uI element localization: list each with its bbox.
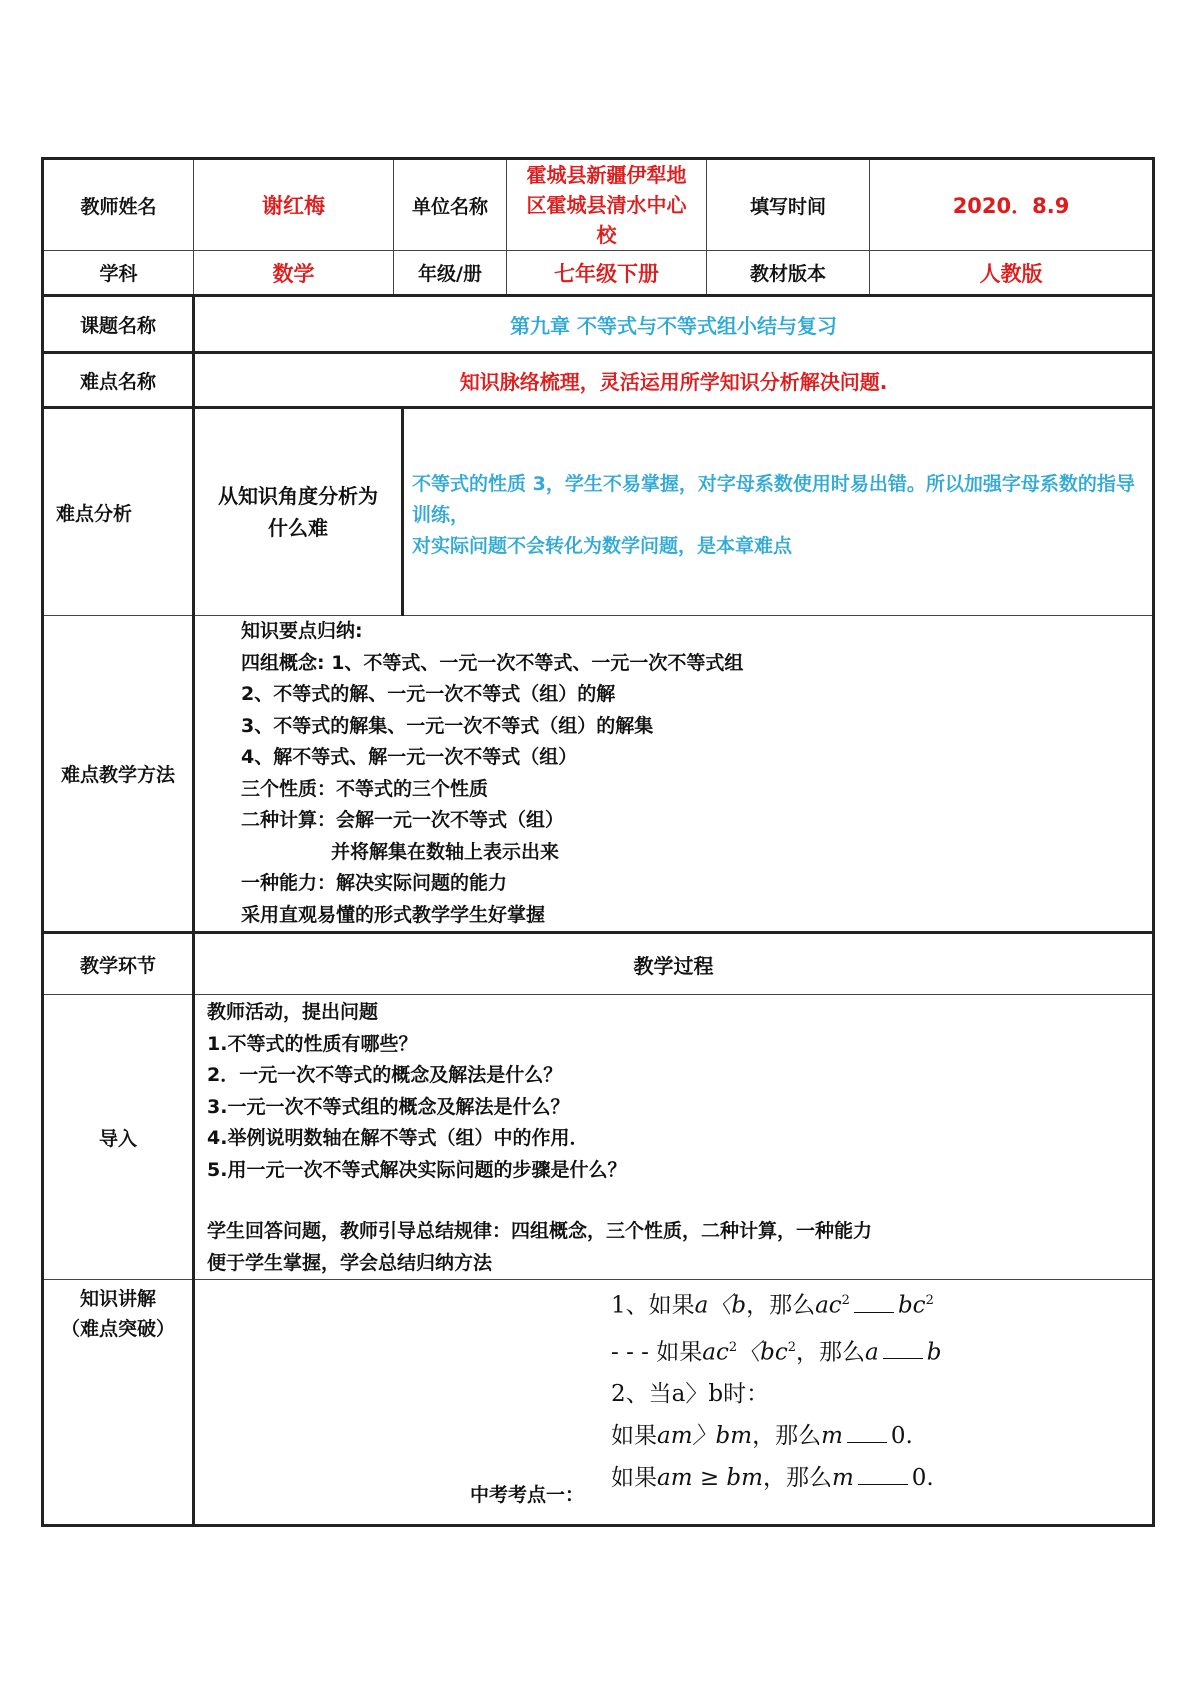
- method-line: 二种计算：会解一元一次不等式（组）: [241, 809, 565, 831]
- intro-content: [194, 995, 1154, 1280]
- intro-row: [43, 995, 1154, 1280]
- process-header-label: 教学环节: [43, 933, 194, 995]
- topic-value: 第九章 不等式与不等式组小结与复习: [194, 296, 1154, 353]
- math-line-1: 1、如果a〈b，那么$ac^2$ $bc^2$: [611, 1292, 934, 1319]
- math-line-2: - - - 如果$ac^2$〈$bc^2$，那么a b: [611, 1339, 942, 1366]
- knowledge-label: [43, 1280, 194, 1526]
- intro-line: 5.用一元一次不等式解决实际问题的步骤是什么？: [207, 1158, 627, 1181]
- intro-line: 学生回答问题，教师引导总结规律：四组概念，三个性质，二种计算，一种能力: [207, 1220, 873, 1242]
- knowledge-label-line-1: 知识讲解: [79, 1288, 156, 1310]
- subject-label: 学科: [43, 251, 194, 296]
- method-line: 四组概念: 1、不等式、一元一次不等式、一元一次不等式组: [241, 651, 744, 674]
- topic-label: 课题名称: [43, 296, 194, 353]
- edition-value: 人教版: [870, 251, 1154, 296]
- analysis-row: [43, 408, 1154, 616]
- intro-line: 便于学生掌握，学会总结归纳方法: [207, 1251, 493, 1274]
- math-block: [611, 1280, 941, 1499]
- intro-line: 3.一元一次不等式组的概念及解法是什么？: [207, 1095, 570, 1118]
- math-line-4: 如果am〉bm，那么m 0.: [611, 1423, 913, 1450]
- info-row-2: [43, 251, 1154, 296]
- analysis-label: 难点分析: [43, 408, 194, 616]
- intro-line: 2．一元一次不等式的概念及解法是什么？: [207, 1064, 563, 1086]
- method-line: 一种能力：解决实际问题的能力: [241, 872, 508, 894]
- intro-line: 4.举例说明数轴在解不等式（组）中的作用．: [207, 1127, 589, 1149]
- topic-row: [43, 296, 1154, 353]
- teacher-name-label: 教师姓名: [43, 159, 194, 251]
- answer-blank[interactable]: [847, 1422, 887, 1443]
- difficulty-value: 知识脉络梳理，灵活运用所学知识分析解决问题.: [194, 353, 1154, 408]
- analysis-line-2: 对实际问题不会转化为数学问题，是本章难点: [412, 535, 793, 557]
- teacher-name-value: 谢红梅: [194, 159, 394, 251]
- fill-time-value: 2020．8.9: [870, 159, 1154, 251]
- unit-name-label: 单位名称: [394, 159, 507, 251]
- method-row: [43, 616, 1154, 933]
- knowledge-content: [194, 1280, 1154, 1526]
- math-line-5: 如果am ≥ bm，那么m 0.: [611, 1465, 934, 1492]
- method-line: 采用直观易懂的形式教学学生好掌握: [241, 903, 546, 926]
- intro-line: 1.不等式的性质有哪些？: [207, 1032, 418, 1055]
- analysis-content: [403, 408, 1154, 616]
- method-line: 知识要点归纳:: [241, 620, 363, 642]
- subject-value: 数学: [194, 251, 394, 296]
- grade-label: 年级/册: [394, 251, 507, 296]
- difficulty-row: [43, 353, 1154, 408]
- answer-blank[interactable]: [854, 1292, 894, 1313]
- knowledge-row: [43, 1280, 1154, 1526]
- method-content: [194, 616, 1154, 933]
- process-header-row: [43, 933, 1154, 995]
- grade-value: 七年级下册: [507, 251, 707, 296]
- method-line: 3、不等式的解集、一元一次不等式（组）的解集: [241, 714, 654, 737]
- unit-name-value: 霍城县新疆伊犁地区霍城县清水中心校: [507, 159, 707, 251]
- method-line: 4、解不等式、解一元一次不等式（组）: [241, 746, 578, 768]
- method-line: 并将解集在数轴上表示出来: [331, 840, 560, 863]
- lesson-plan-table: [41, 157, 1155, 1527]
- answer-blank[interactable]: [883, 1338, 923, 1359]
- method-line: 三个性质：不等式的三个性质: [241, 777, 489, 800]
- info-row-1: [43, 159, 1154, 251]
- fill-time-label: 填写时间: [707, 159, 870, 251]
- analysis-line-1: 不等式的性质 3，学生不易掌握，对字母系数使用时易出错。所以加强字母系数的指导训练，: [412, 473, 1135, 526]
- process-header-value: 教学过程: [194, 933, 1154, 995]
- edition-label: 教材版本: [707, 251, 870, 296]
- answer-blank[interactable]: [858, 1464, 908, 1485]
- exam-point-label: 中考考点一：: [470, 1484, 585, 1506]
- method-label: 难点教学方法: [43, 616, 194, 933]
- difficulty-label: 难点名称: [43, 353, 194, 408]
- method-line: 2、不等式的解、一元一次不等式（组）的解: [241, 683, 616, 705]
- intro-line: 教师活动，提出问题: [207, 1001, 379, 1023]
- intro-label: 导入: [43, 995, 194, 1280]
- analysis-sub-label: 从知识角度分析为什么难: [194, 408, 403, 616]
- knowledge-label-line-2: （难点突破）: [60, 1318, 175, 1340]
- math-line-3: 2、当a〉b时：: [611, 1381, 770, 1408]
